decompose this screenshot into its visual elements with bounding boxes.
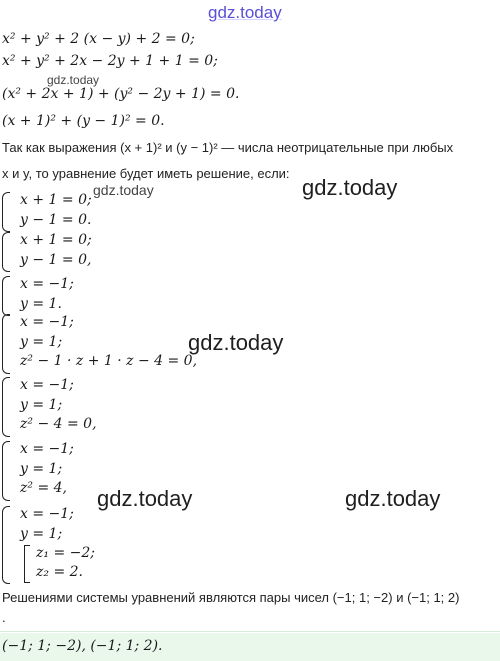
watermark-large-1: gdz.today (302, 175, 398, 200)
system-3-brace (2, 276, 10, 316)
watermark-small-1: gdz.today (47, 73, 100, 87)
watermark-large-2: gdz.today (188, 330, 284, 355)
solution-line-4: (x + 1)² + (y − 1)² = 0. (2, 113, 165, 129)
system-6-eq-1: x = −1; (20, 441, 74, 457)
system-4-eq-3: z² − 1 · z + 1 · z − 4 = 0, (20, 353, 198, 369)
system-7-root-2: z₂ = 2. (36, 564, 83, 580)
system-4-eq-2: y = 1; (20, 334, 63, 350)
solution-line-3: (x² + 2x + 1) + (y² − 2y + 1) = 0. (2, 86, 240, 102)
system-6-eq-3: z² = 4, (20, 480, 67, 496)
system-5-eq-3: z² − 4 = 0, (20, 416, 97, 432)
answer-box (0, 633, 500, 661)
system-2-eq-2: y − 1 = 0, (20, 252, 92, 268)
system-7-eq-1: x = −1; (20, 506, 74, 522)
system-7-eq-2: y = 1; (20, 526, 63, 542)
system-1-brace (2, 192, 10, 232)
watermark-small-2: gdz.today (93, 182, 154, 198)
explanation-line-2: x и y, то уравнение будет иметь решение, если: (2, 166, 290, 181)
answer-text: (−1; 1; −2), (−1; 1; 2). (2, 638, 163, 654)
system-5-brace (2, 377, 10, 437)
system-7-brace (2, 506, 10, 584)
conclusion-dot: . (2, 610, 6, 625)
explanation-line-1: Так как выражения (x + 1)² и (y − 1)² — числа неотрицательные при любых (2, 140, 454, 155)
system-4-brace (2, 314, 10, 374)
system-5-eq-2: y = 1; (20, 397, 63, 413)
system-3-eq-2: y = 1. (20, 296, 62, 312)
watermark-large-3: gdz.today (97, 486, 193, 511)
system-7-roots-bracket (24, 545, 30, 583)
system-4-eq-1: x = −1; (20, 314, 74, 330)
system-2-eq-1: x + 1 = 0; (20, 232, 92, 248)
system-6-eq-2: y = 1; (20, 461, 63, 477)
solution-line-1: x² + y² + 2 (x − y) + 2 = 0; (2, 31, 195, 47)
system-1-eq-2: y − 1 = 0. (20, 212, 92, 228)
system-7-root-1: z₁ = −2; (36, 545, 95, 561)
answer-divider (0, 631, 500, 632)
solution-line-2: x² + y² + 2x − 2y + 1 + 1 = 0; (2, 53, 218, 69)
system-5-eq-1: x = −1; (20, 377, 74, 393)
watermark-top: gdz.today (208, 3, 282, 22)
system-3-eq-1: x = −1; (20, 276, 74, 292)
system-2-brace (2, 232, 10, 272)
system-6-brace (2, 441, 10, 501)
conclusion-text: Решениями системы уравнений являются пары чисел (−1; 1; −2) и (−1; 1; 2) (2, 590, 460, 605)
system-1-eq-1: x + 1 = 0; (20, 192, 92, 208)
watermark-large-4: gdz.today (345, 486, 441, 511)
